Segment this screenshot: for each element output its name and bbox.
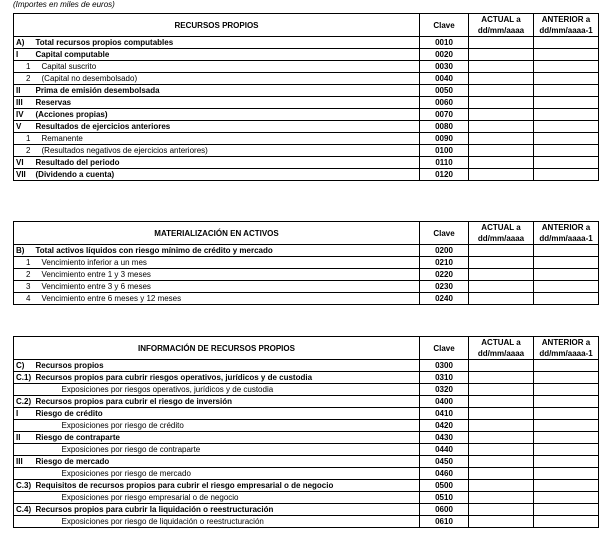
actual-value-cell[interactable]: [469, 468, 534, 480]
row-clave: 0080: [420, 121, 469, 133]
table-row: [14, 157, 599, 169]
table-row: [14, 73, 599, 85]
table-row: [14, 293, 599, 305]
row-label: Recursos propios: [34, 360, 420, 372]
actual-value-cell[interactable]: [469, 109, 534, 121]
row-clave: 0070: [420, 109, 469, 121]
table-row: [14, 420, 599, 432]
row-label: Reservas: [34, 97, 420, 109]
row-number: [14, 444, 34, 456]
row-label: Prima de emisión desembolsada: [34, 85, 420, 97]
row-clave: 0450: [420, 456, 469, 468]
section-title: RECURSOS PROPIOS: [14, 14, 420, 37]
actual-value-cell[interactable]: [469, 49, 534, 61]
table-row: [14, 133, 599, 145]
actual-header-line1: ACTUAL a: [481, 15, 521, 24]
row-number: I: [14, 408, 34, 420]
anterior-header-line1: ANTERIOR a: [541, 338, 591, 347]
row-number: B): [14, 245, 34, 257]
anterior-value-cell[interactable]: [534, 281, 599, 293]
row-label: Resultado del periodo: [34, 157, 420, 169]
row-clave: 0040: [420, 73, 469, 85]
anterior-value-cell[interactable]: [534, 145, 599, 157]
table-row: [14, 360, 599, 372]
actual-value-cell[interactable]: [469, 269, 534, 281]
table-row: [14, 492, 599, 504]
row-number: A): [14, 37, 34, 49]
row-clave: 0220: [420, 269, 469, 281]
row-label: Exposiciones por riesgo empresarial o de negocio: [34, 492, 420, 504]
table-row: [14, 408, 599, 420]
table-row: [14, 384, 599, 396]
table-row: [14, 281, 599, 293]
row-label: Total activos líquidos con riesgo mínimo de crédito y mercado: [34, 245, 420, 257]
actual-value-cell[interactable]: [469, 61, 534, 73]
anterior-value-cell[interactable]: [534, 85, 599, 97]
row-label: Riesgo de contraparte: [34, 432, 420, 444]
table-row: [14, 85, 599, 97]
table-row: [14, 61, 599, 73]
row-number: II: [14, 85, 34, 97]
anterior-header-line2: dd/mm/aaaa-1: [539, 26, 593, 35]
anterior-value-cell[interactable]: [534, 245, 599, 257]
anterior-value-cell[interactable]: [534, 133, 599, 145]
actual-header: [469, 222, 534, 245]
table-row: [14, 49, 599, 61]
row-number: II: [14, 432, 34, 444]
anterior-header-line1: ANTERIOR a: [541, 223, 591, 232]
row-label: Capital suscrito: [34, 61, 420, 73]
anterior-value-cell[interactable]: [534, 109, 599, 121]
row-clave: 0100: [420, 145, 469, 157]
row-label: Resultados de ejercicios anteriores: [34, 121, 420, 133]
actual-value-cell[interactable]: [469, 257, 534, 269]
actual-value-cell[interactable]: [469, 420, 534, 432]
actual-value-cell[interactable]: [469, 157, 534, 169]
row-number: C): [14, 360, 34, 372]
anterior-value-cell[interactable]: [534, 444, 599, 456]
anterior-header-line2: dd/mm/aaaa-1: [539, 234, 593, 243]
row-label: Exposiciones por riesgo de mercado: [34, 468, 420, 480]
anterior-value-cell[interactable]: [534, 169, 599, 181]
anterior-value-cell[interactable]: [534, 269, 599, 281]
actual-header: [469, 337, 534, 360]
anterior-value-cell[interactable]: [534, 468, 599, 480]
table-header-row: [14, 337, 599, 360]
recursos-propios-table: [13, 13, 599, 181]
table-row: [14, 372, 599, 384]
table-row: [14, 169, 599, 181]
actual-header-line2: dd/mm/aaaa: [477, 234, 525, 243]
anterior-value-cell[interactable]: [534, 516, 599, 528]
row-label: Total recursos propios computables: [34, 37, 420, 49]
row-number: C.4): [14, 504, 34, 516]
anterior-header: [534, 222, 599, 245]
row-clave: 0110: [420, 157, 469, 169]
row-label: Vencimiento entre 6 meses y 12 meses: [34, 293, 420, 305]
row-number: 1: [14, 133, 34, 145]
anterior-header: [534, 14, 599, 37]
actual-value-cell[interactable]: [469, 245, 534, 257]
row-label: (Capital no desembolsado): [34, 73, 420, 85]
row-clave: 0510: [420, 492, 469, 504]
table-row: [14, 37, 599, 49]
actual-value-cell[interactable]: [469, 480, 534, 492]
row-clave: 0030: [420, 61, 469, 73]
row-clave: 0230: [420, 281, 469, 293]
actual-header-line2: dd/mm/aaaa: [477, 26, 525, 35]
actual-value-cell[interactable]: [469, 372, 534, 384]
row-number: III: [14, 456, 34, 468]
row-label: Riesgo de mercado: [34, 456, 420, 468]
actual-value-cell[interactable]: [469, 145, 534, 157]
table-row: [14, 245, 599, 257]
row-clave: 0430: [420, 432, 469, 444]
row-number: C.2): [14, 396, 34, 408]
anterior-value-cell[interactable]: [534, 396, 599, 408]
row-label: Capital computable: [34, 49, 420, 61]
table-row: [14, 109, 599, 121]
actual-value-cell[interactable]: [469, 73, 534, 85]
row-number: [14, 384, 34, 396]
row-label: (Dividendo a cuenta): [34, 169, 420, 181]
row-label: Remanente: [34, 133, 420, 145]
anterior-value-cell[interactable]: [534, 293, 599, 305]
actual-value-cell[interactable]: [469, 408, 534, 420]
table-row: [14, 97, 599, 109]
row-number: 4: [14, 293, 34, 305]
anterior-value-cell[interactable]: [534, 49, 599, 61]
row-label: Exposiciones por riesgo de contraparte: [34, 444, 420, 456]
row-number: [14, 468, 34, 480]
clave-header: Clave: [420, 337, 469, 360]
row-number: 2: [14, 73, 34, 85]
actual-value-cell[interactable]: [469, 396, 534, 408]
actual-header-line1: ACTUAL a: [481, 338, 521, 347]
row-label: Exposiciones por riesgos operativos, jurídicos y de custodia: [34, 384, 420, 396]
row-clave: 0600: [420, 504, 469, 516]
row-number: I: [14, 49, 34, 61]
row-label: Exposiciones por riesgo de liquidación o reestructuración: [34, 516, 420, 528]
row-clave: 0200: [420, 245, 469, 257]
table-header-row: [14, 14, 599, 37]
row-clave: 0460: [420, 468, 469, 480]
row-clave: 0300: [420, 360, 469, 372]
table-row: [14, 516, 599, 528]
row-number: VII: [14, 169, 34, 181]
anterior-value-cell[interactable]: [534, 420, 599, 432]
row-clave: 0410: [420, 408, 469, 420]
units-note: (Importes en miles de euros): [13, 0, 115, 9]
row-label: Exposiciones por riesgo de crédito: [34, 420, 420, 432]
actual-value-cell[interactable]: [469, 384, 534, 396]
actual-value-cell[interactable]: [469, 281, 534, 293]
row-label: (Resultados negativos de ejercicios anteriores): [34, 145, 420, 157]
row-clave: 0050: [420, 85, 469, 97]
informacion-recursos-propios-table: [13, 336, 599, 528]
anterior-value-cell[interactable]: [534, 408, 599, 420]
table-row: [14, 504, 599, 516]
actual-value-cell[interactable]: [469, 169, 534, 181]
actual-value-cell[interactable]: [469, 121, 534, 133]
table-row: [14, 396, 599, 408]
actual-value-cell[interactable]: [469, 456, 534, 468]
row-label: Riesgo de crédito: [34, 408, 420, 420]
row-number: C.1): [14, 372, 34, 384]
anterior-value-cell[interactable]: [534, 432, 599, 444]
row-clave: 0060: [420, 97, 469, 109]
row-number: III: [14, 97, 34, 109]
actual-value-cell[interactable]: [469, 85, 534, 97]
row-clave: 0010: [420, 37, 469, 49]
row-label: (Acciones propias): [34, 109, 420, 121]
actual-header-line2: dd/mm/aaaa: [477, 349, 525, 358]
actual-value-cell[interactable]: [469, 504, 534, 516]
row-number: 3: [14, 281, 34, 293]
row-number: 1: [14, 61, 34, 73]
actual-value-cell[interactable]: [469, 516, 534, 528]
anterior-value-cell[interactable]: [534, 121, 599, 133]
table-row: [14, 121, 599, 133]
actual-value-cell[interactable]: [469, 133, 534, 145]
row-number: C.3): [14, 480, 34, 492]
anterior-value-cell[interactable]: [534, 372, 599, 384]
actual-value-cell[interactable]: [469, 432, 534, 444]
materializacion-activos-table: [13, 221, 599, 305]
table-row: [14, 269, 599, 281]
row-number: IV: [14, 109, 34, 121]
anterior-value-cell[interactable]: [534, 492, 599, 504]
row-clave: 0440: [420, 444, 469, 456]
actual-value-cell[interactable]: [469, 444, 534, 456]
row-clave: 0420: [420, 420, 469, 432]
table-row: [14, 480, 599, 492]
row-number: 2: [14, 269, 34, 281]
table-row: [14, 468, 599, 480]
section-title: INFORMACIÓN DE RECURSOS PROPIOS: [14, 337, 420, 360]
table-row: [14, 432, 599, 444]
anterior-header-line2: dd/mm/aaaa-1: [539, 349, 593, 358]
section-title: MATERIALIZACIÓN EN ACTIVOS: [14, 222, 420, 245]
row-number: VI: [14, 157, 34, 169]
actual-header-line1: ACTUAL a: [481, 223, 521, 232]
anterior-value-cell[interactable]: [534, 384, 599, 396]
row-number: 2: [14, 145, 34, 157]
anterior-value-cell[interactable]: [534, 456, 599, 468]
row-label: Vencimiento inferior a un mes: [34, 257, 420, 269]
row-number: V: [14, 121, 34, 133]
anterior-value-cell[interactable]: [534, 97, 599, 109]
anterior-value-cell[interactable]: [534, 73, 599, 85]
row-label: Recursos propios para cubrir la liquidación o reestructuración: [34, 504, 420, 516]
row-label: Recursos propios para cubrir riesgos operativos, jurídicos y de custodia: [34, 372, 420, 384]
row-clave: 0610: [420, 516, 469, 528]
anterior-value-cell[interactable]: [534, 480, 599, 492]
actual-value-cell[interactable]: [469, 97, 534, 109]
row-clave: 0320: [420, 384, 469, 396]
table-row: [14, 444, 599, 456]
row-number: [14, 516, 34, 528]
row-label: Vencimiento entre 3 y 6 meses: [34, 281, 420, 293]
row-clave: 0310: [420, 372, 469, 384]
anterior-value-cell[interactable]: [534, 504, 599, 516]
row-clave: 0240: [420, 293, 469, 305]
anterior-value-cell[interactable]: [534, 257, 599, 269]
anterior-header-line1: ANTERIOR a: [541, 15, 591, 24]
row-clave: 0020: [420, 49, 469, 61]
anterior-value-cell[interactable]: [534, 157, 599, 169]
actual-value-cell[interactable]: [469, 360, 534, 372]
actual-value-cell[interactable]: [469, 293, 534, 305]
clave-header: Clave: [420, 14, 469, 37]
table-row: [14, 145, 599, 157]
actual-value-cell[interactable]: [469, 37, 534, 49]
anterior-value-cell[interactable]: [534, 61, 599, 73]
anterior-header: [534, 337, 599, 360]
clave-header: Clave: [420, 222, 469, 245]
table-header-row: [14, 222, 599, 245]
anterior-value-cell[interactable]: [534, 360, 599, 372]
row-label: Recursos propios para cubrir el riesgo de inversión: [34, 396, 420, 408]
row-number: 1: [14, 257, 34, 269]
row-clave: 0500: [420, 480, 469, 492]
anterior-value-cell[interactable]: [534, 37, 599, 49]
table-row: [14, 456, 599, 468]
row-clave: 0400: [420, 396, 469, 408]
row-clave: 0090: [420, 133, 469, 145]
row-label: Requisitos de recursos propios para cubrir el riesgo empresarial o de negocio: [34, 480, 420, 492]
row-clave: 0210: [420, 257, 469, 269]
row-number: [14, 492, 34, 504]
row-clave: 0120: [420, 169, 469, 181]
row-label: Vencimiento entre 1 y 3 meses: [34, 269, 420, 281]
table-row: [14, 257, 599, 269]
row-number: [14, 420, 34, 432]
actual-header: [469, 14, 534, 37]
actual-value-cell[interactable]: [469, 492, 534, 504]
